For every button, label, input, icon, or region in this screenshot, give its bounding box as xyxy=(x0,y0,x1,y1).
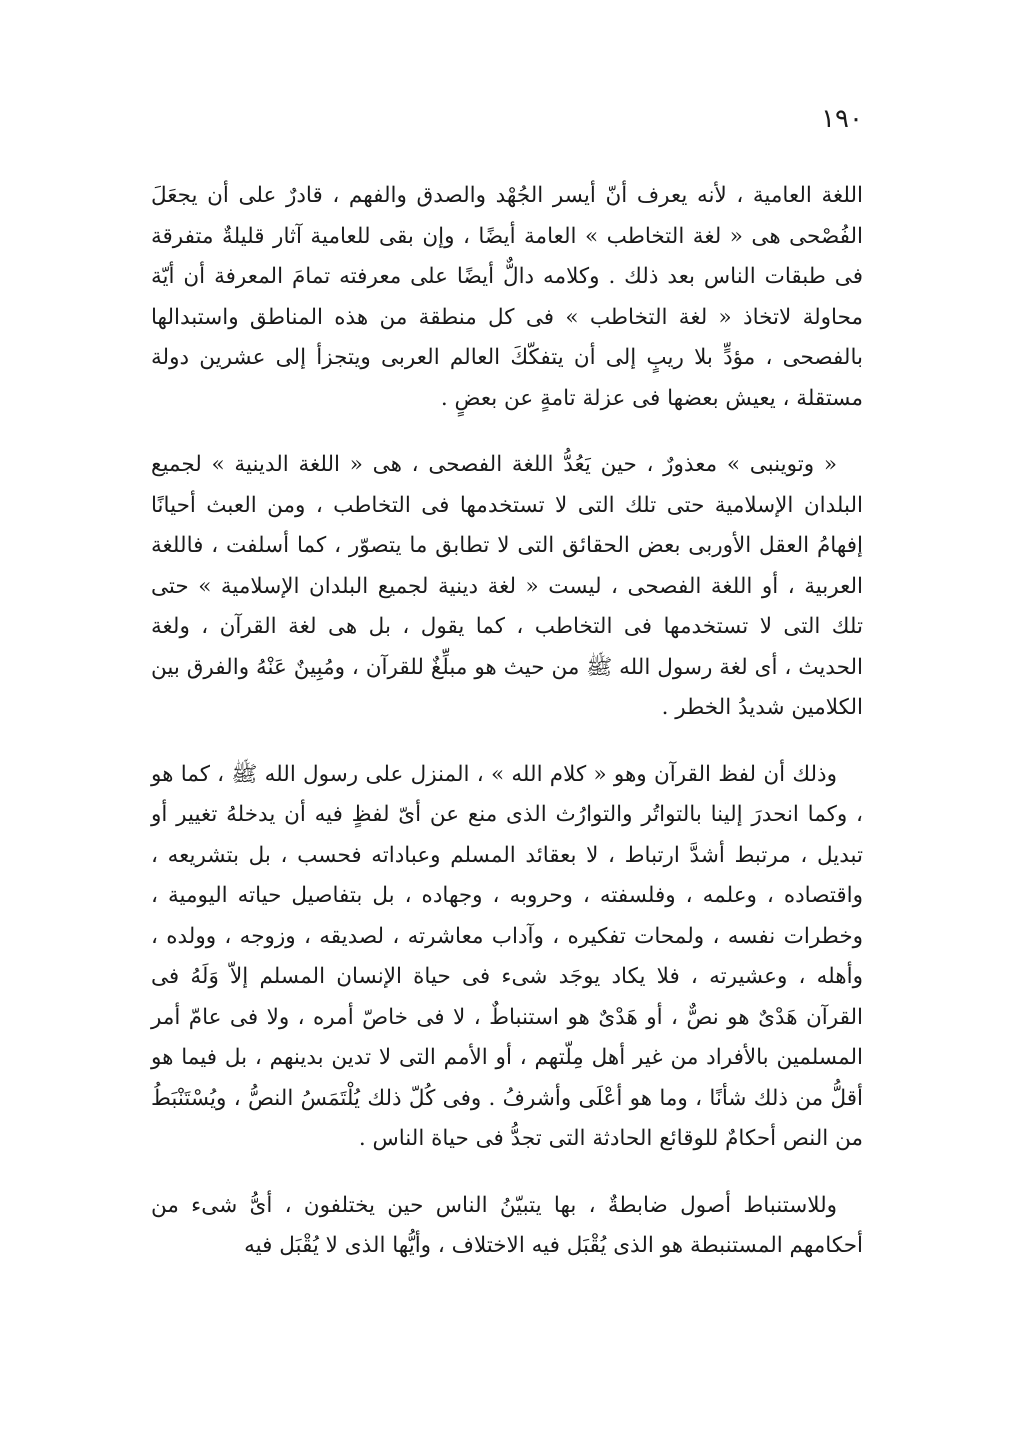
body-text xyxy=(151,176,863,1293)
page-number: ١٩٠ xyxy=(821,104,863,134)
paragraph-3: وذلك أن لفظ القرآن وهو « كلام الله » ، المنزل على رسول الله ﷺ ، كما هو ، وكما انحدرَ إلينا بالتواتُر والتوارُث الذى منع عن أىّ لفظٍ فيه أن يدخلهُ تغيير أو تبديل ، مرتبط أشدَّ ارتباط ، لا بعقائد المسلم وعباداته فحسب ، بل بتشريعه ، واقتصاده ، وعلمه ، وفلسفته ، وحروبه ، وجهاده ، بل بتفاصيل حياته اليومية ، وخطرات نفسه ، ولمحات تفكيره ، وآداب معاشرته ، لصديقه ، وزوجه ، وولده ، وأهله ، وعشيرته ، فلا يكاد يوجَد شىء فى حياة الإنسان المسلم إلاّ وَلَهُ فى القرآن هَدْىٌ هو نصٌّ ، أو هَدْىٌ هو استنباطٌ ، لا فى خاصّ أمره ، ولا فى عامّ أمر المسلمين بالأفراد من غير أهل مِلّتهم ، أو الأمم التى لا تدين بدينهم ، بل فيما هو أقلُّ من ذلك شأنًا ، وما هو أعْلَى وأشرفُ . وفى كُلّ ذلك يُلْتَمَسُ النصُّ ، ويُسْتَنْبَطُ من النص أحكامٌ للوقائع الحادثة التى تجدُّ فى حياة الناس . xyxy=(151,761,863,1151)
paragraph-4: وللاستنباط أصول ضابطةٌ ، بها يتبيّنُ الناس حين يختلفون ، أىُّ شىء من أحكامهم المستنبطة هو الذى يُقْبَل فيه الاختلاف ، وأيُّها الذى لا يُقْبَل فيه xyxy=(151,1192,863,1258)
paragraph-1: اللغة العامية ، لأنه يعرف أنّ أيسر الجُهْد والصدق والفهم ، قادرٌ على أن يجعَلَ الفُصْحى هى « لغة التخاطب » العامة أيضًا ، وإن بقى للعامية آثار قليلةٌ متفرقة فى طبقات الناس بعد ذلك . وكلامه دالٌّ أيضًا على معرفته تمامَ المعرفة أن أيّة محاولة لاتخاذ « لغة التخاطب » فى كل منطقة من هذه المناطق واستبدالها بالفصحى ، مؤدٍّ بلا ريبٍ إلى أن يتفكّكَ العالم العربى ويتجزأ إلى عشرين دولة مستقلة ، يعيش بعضها فى عزلة تامةٍ عن بعضٍ . xyxy=(151,183,863,411)
paragraph-2: « وتوينبى » معذورٌ ، حين يَعُدُّ اللغة الفصحى ، هى « اللغة الدينية » لجميع البلدان الإسلامية حتى تلك التى لا تستخدمها فى التخاطب ، ومن العبث أحيانًا إفهامُ العقل الأوربى بعض الحقائق التى لا تطابق ما يتصوّر ، كما أسلفت ، فاللغة العربية ، أو اللغة الفصحى ، ليست « لغة دينية لجميع البلدان الإسلامية » حتى تلك التى لا تستخدمها فى التخاطب ، كما يقول ، بل هى لغة القرآن ، ولغة الحديث ، أى لغة رسول الله ﷺ من حيث هو مبلِّغٌ للقرآن ، ومُبِينٌ عَنْهُ والفرق بين الكلامين شديدُ الخطر . xyxy=(151,452,863,720)
